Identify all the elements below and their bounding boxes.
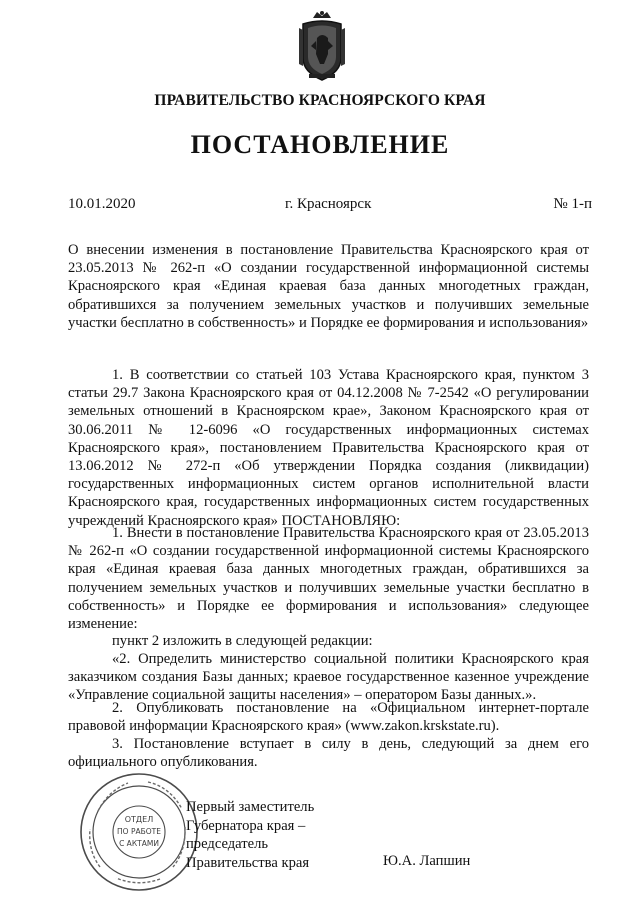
signatory-title-line: Первый заместитель [186,799,315,815]
krasnoyarsk-coat-of-arms-icon [297,8,347,84]
point-2-text: «2. Определить министерство социальной политики Красноярского края заказчиком создания Базы данных; краевое государственное казенное учреждение «Управление социальной защиты населения» – оператором Базы данных.». [68,651,589,704]
organization-name: ПРАВИТЕЛЬСТВО КРАСНОЯРСКОГО КРАЯ [154,92,486,109]
document-subject: О внесении изменения в постановление Правительства Красноярского края от 23.05.2013 № 262-п «О создании государственной информационной системы Красноярского края «Единая краевая база данных многодетных граждан, обратившихся за получением земельных участков и получивших земельные участки бесплатно в собственность» и Порядке ее формирования и использования» [68,242,589,331]
item-2-paragraph: 2. Опубликовать постановление на «Официальном интернет-портале правовой информации Красноярского края» (www.zakon.krskstate.ru). [68,700,589,735]
stamp-line-1: ОТДЕЛ [124,815,154,824]
point-2-intro: пункт 2 изложить в следующей редакции: [112,633,373,649]
document-number: № 1-п [553,196,592,212]
item-3-paragraph: 3. Постановление вступает в силу в день, следующий за днем его официального опубликования. [68,736,589,771]
stamp-line-3: С АКТАМИ [119,839,159,848]
signatory-title [186,798,314,872]
item-1-paragraph: 1. Внести в постановление Правительства Красноярского края от 23.05.2013 № 262-п «О создании государственной информационной системы Красноярского края «Единая краевая база данных многодетных граждан, обратившихся за получением земельных участков и получивших земельные участки бесплатно в собственность» и Порядке ее формирования и использования» следующее изменение: [68,525,589,633]
signatory-title-line: Губернатора края – [186,817,306,834]
preamble-paragraph: 1. В соответствии со статьей 103 Устава Красноярского края, пунктом 3 статьи 29.7 Закона Красноярского края от 04.12.2008 № 7-2542 «О регулировании земельных отношений в Красноярском крае», Законом Красноярского края от 30.06.2011 № 12-6096 «О государственных информационных системах Красноярского края», постановлением Правительства Красноярского края от 13.06.2012 № 272-п «Об утверждении Порядка создания (ликвидации) государственных информационных систем органов исполнительной власти Красноярского края, государственных информационных систем государственных учреждений Красноярского края» ПОСТАНОВЛЯЮ: [68,367,589,529]
document-date: 10.01.2020 [68,196,136,212]
stamp-line-2: ПО РАБОТЕ [117,827,161,836]
signatory-title-line: Правительства края [186,854,310,871]
signatory-title-line: председатель [186,836,269,852]
document-city: г. Красноярск [285,196,372,212]
signatory-name: Ю.А. Лапшин [383,853,471,869]
official-stamp [78,771,200,893]
document-title: ПОСТАНОВЛЕНИЕ [190,130,450,159]
